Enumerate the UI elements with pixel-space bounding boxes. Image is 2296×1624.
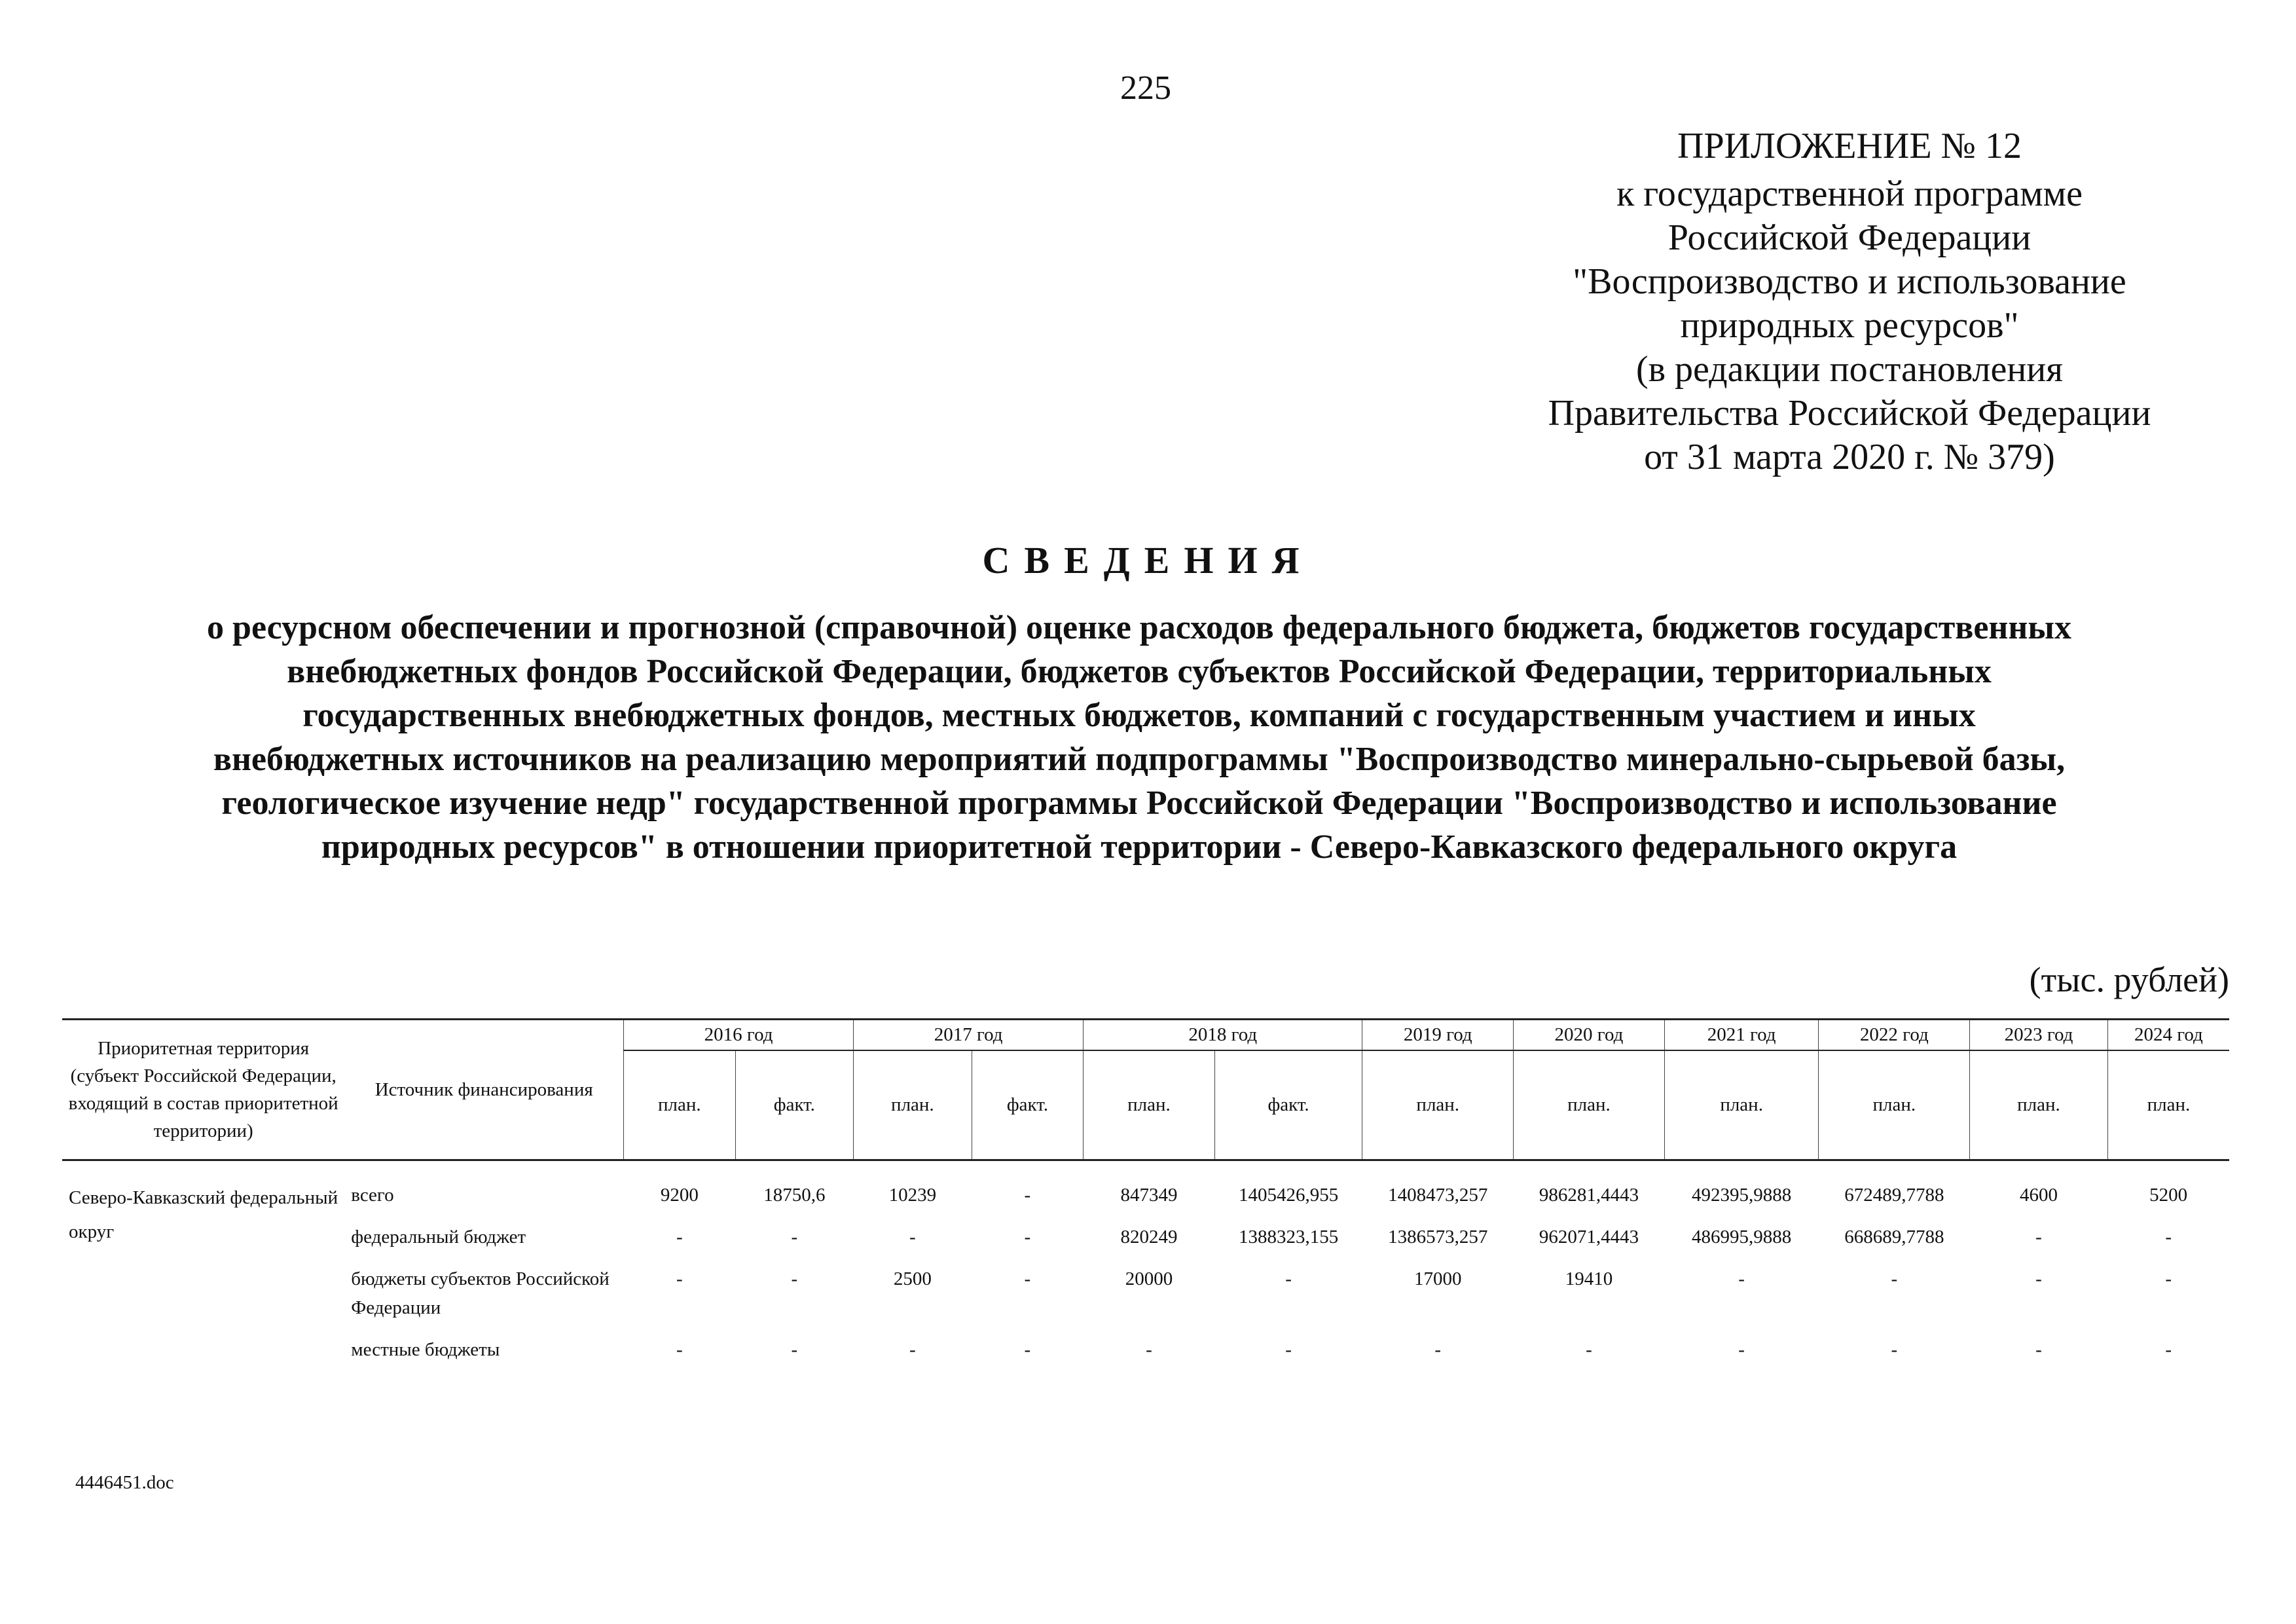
value-cell: 486995,9888 bbox=[1692, 1227, 1792, 1247]
value-cell: - bbox=[1146, 1339, 1152, 1360]
year-header: 2019 год bbox=[1362, 1020, 1514, 1051]
value-cell: - bbox=[1891, 1268, 1898, 1289]
region-cell: Северо-Кавказский федеральный округ bbox=[69, 1187, 338, 1242]
value-cell: - bbox=[791, 1339, 798, 1360]
plan-fact-header: план. bbox=[854, 1050, 972, 1160]
value-cell: 5200 bbox=[2149, 1185, 2188, 1206]
units-label: (тыс. рублей) bbox=[2029, 960, 2229, 999]
value-cell: 962071,4443 bbox=[1539, 1227, 1639, 1247]
document-title: СВЕДЕНИЯ bbox=[982, 539, 1314, 581]
value-cell: 672489,7788 bbox=[1844, 1185, 1944, 1206]
plan-fact-header: план. bbox=[624, 1050, 736, 1160]
table-row bbox=[62, 1160, 2229, 1210]
value-cell: 1408473,257 bbox=[1388, 1185, 1488, 1206]
value-cell: - bbox=[1024, 1268, 1031, 1289]
plan-fact-header: план. bbox=[1819, 1050, 1970, 1160]
source-cell: всего bbox=[351, 1185, 394, 1206]
year-header: 2024 год bbox=[2107, 1020, 2229, 1051]
value-cell: - bbox=[676, 1339, 683, 1360]
source-column-header: Источник финансирования bbox=[344, 1020, 623, 1160]
value-cell: - bbox=[1024, 1339, 1031, 1360]
value-cell: 9200 bbox=[660, 1185, 699, 1206]
region-column-header: Приоритетная территория (субъект Российской Федерации, входящий в состав приоритетной территории) bbox=[62, 1020, 344, 1160]
plan-fact-header: план. bbox=[1514, 1050, 1665, 1160]
subtitle-line: геологическое изучение недр" государственной программы Российской Федерации "Воспроизводство и использование bbox=[221, 784, 2057, 822]
annex-block bbox=[1473, 124, 2226, 479]
value-cell: 492395,9888 bbox=[1692, 1185, 1792, 1206]
value-cell: - bbox=[791, 1268, 798, 1289]
value-cell: - bbox=[909, 1227, 916, 1247]
source-cell: местные бюджеты bbox=[351, 1339, 500, 1360]
value-cell: - bbox=[2165, 1339, 2172, 1360]
value-cell: - bbox=[2035, 1339, 2042, 1360]
source-cell: бюджеты субъектов Российской Федерации bbox=[351, 1268, 610, 1318]
value-cell: - bbox=[1024, 1227, 1031, 1247]
year-header: 2018 год bbox=[1084, 1020, 1362, 1051]
annex-line: Российской Федерации bbox=[1667, 217, 2032, 258]
subtitle-line: природных ресурсов" в отношении приоритетной территории - Северо-Кавказского федерального округа bbox=[321, 828, 1958, 866]
annex-line: от 31 марта 2020 г. № 379) bbox=[1644, 437, 2055, 477]
value-cell: 19410 bbox=[1565, 1268, 1613, 1289]
table-row bbox=[62, 1251, 2229, 1322]
year-header: 2022 год bbox=[1819, 1020, 1970, 1051]
value-cell: 820249 bbox=[1120, 1227, 1178, 1247]
plan-fact-header: план. bbox=[1664, 1050, 1819, 1160]
value-cell: - bbox=[1738, 1339, 1745, 1360]
value-cell: 4600 bbox=[2019, 1185, 2058, 1206]
value-cell: - bbox=[1285, 1268, 1292, 1289]
value-cell: 1386573,257 bbox=[1388, 1227, 1488, 1247]
value-cell: - bbox=[909, 1339, 916, 1360]
source-cell: федеральный бюджет bbox=[351, 1227, 526, 1247]
year-header: 2016 год bbox=[624, 1020, 854, 1051]
value-cell: - bbox=[2035, 1268, 2042, 1289]
subtitle-line: государственных внебюджетных фондов, местных бюджетов, компаний с государственным участием и иных bbox=[302, 697, 1976, 734]
plan-fact-header: факт. bbox=[735, 1050, 854, 1160]
value-cell: - bbox=[1024, 1185, 1031, 1206]
value-cell: 1405426,955 bbox=[1238, 1185, 1339, 1206]
annex-title: ПРИЛОЖЕНИЕ № 12 bbox=[1677, 126, 2022, 166]
value-cell: 20000 bbox=[1125, 1268, 1173, 1289]
subtitle-line: внебюджетных источников на реализацию мероприятий подпрограммы "Воспроизводство минерально-сырьевой базы, bbox=[213, 741, 2066, 778]
value-cell: - bbox=[676, 1268, 683, 1289]
annex-line: (в редакции постановления bbox=[1635, 349, 2064, 390]
year-header: 2023 год bbox=[1970, 1020, 2108, 1051]
table-row bbox=[62, 1322, 2229, 1364]
value-cell: 847349 bbox=[1120, 1185, 1178, 1206]
year-header: 2017 год bbox=[854, 1020, 1084, 1051]
value-cell: - bbox=[676, 1227, 683, 1247]
year-header: 2021 год bbox=[1664, 1020, 1819, 1051]
value-cell: - bbox=[1434, 1339, 1442, 1360]
plan-fact-header: факт. bbox=[1214, 1050, 1362, 1160]
value-cell: - bbox=[791, 1227, 798, 1247]
value-cell: - bbox=[1285, 1339, 1292, 1360]
annex-line: к государственной программе bbox=[1616, 174, 2083, 214]
year-header-row bbox=[62, 1020, 2229, 1051]
value-cell: - bbox=[1738, 1268, 1745, 1289]
value-cell: 17000 bbox=[1414, 1268, 1462, 1289]
value-cell: 18750,6 bbox=[763, 1185, 826, 1206]
plan-fact-header: план. bbox=[1362, 1050, 1514, 1160]
page-number: 225 bbox=[1120, 69, 1171, 107]
subtitle-line: внебюджетных фондов Российской Федерации, бюджетов субъектов Российской Федерации, территориальных bbox=[287, 653, 1992, 690]
table-row bbox=[62, 1209, 2229, 1251]
year-header: 2020 год bbox=[1514, 1020, 1665, 1051]
value-cell: 2500 bbox=[893, 1268, 932, 1289]
value-cell: - bbox=[1586, 1339, 1592, 1360]
plan-fact-header: план. bbox=[1970, 1050, 2108, 1160]
value-cell: 10239 bbox=[888, 1185, 937, 1206]
value-cell: - bbox=[2165, 1227, 2172, 1247]
subtitle-line: о ресурсном обеспечении и прогнозной (справочной) оценке расходов федерального бюджета, бюджетов государственных bbox=[207, 609, 2071, 646]
plan-fact-header: факт. bbox=[972, 1050, 1084, 1160]
value-cell: - bbox=[2035, 1227, 2042, 1247]
plan-fact-header: план. bbox=[2107, 1050, 2229, 1160]
value-cell: - bbox=[1891, 1339, 1898, 1360]
annex-line: "Воспроизводство и использование bbox=[1573, 261, 2126, 302]
value-cell: 986281,4443 bbox=[1539, 1185, 1639, 1206]
document-subtitle bbox=[59, 606, 2219, 869]
document-file-reference: 4446451.doc bbox=[75, 1472, 174, 1493]
value-cell: - bbox=[2165, 1268, 2172, 1289]
value-cell: 1388323,155 bbox=[1238, 1227, 1339, 1247]
annex-line: природных ресурсов" bbox=[1680, 305, 2019, 346]
value-cell: 668689,7788 bbox=[1844, 1227, 1944, 1247]
funding-table bbox=[62, 1018, 2229, 1364]
annex-line: Правительства Российской Федерации bbox=[1548, 393, 2151, 434]
plan-fact-header: план. bbox=[1084, 1050, 1215, 1160]
